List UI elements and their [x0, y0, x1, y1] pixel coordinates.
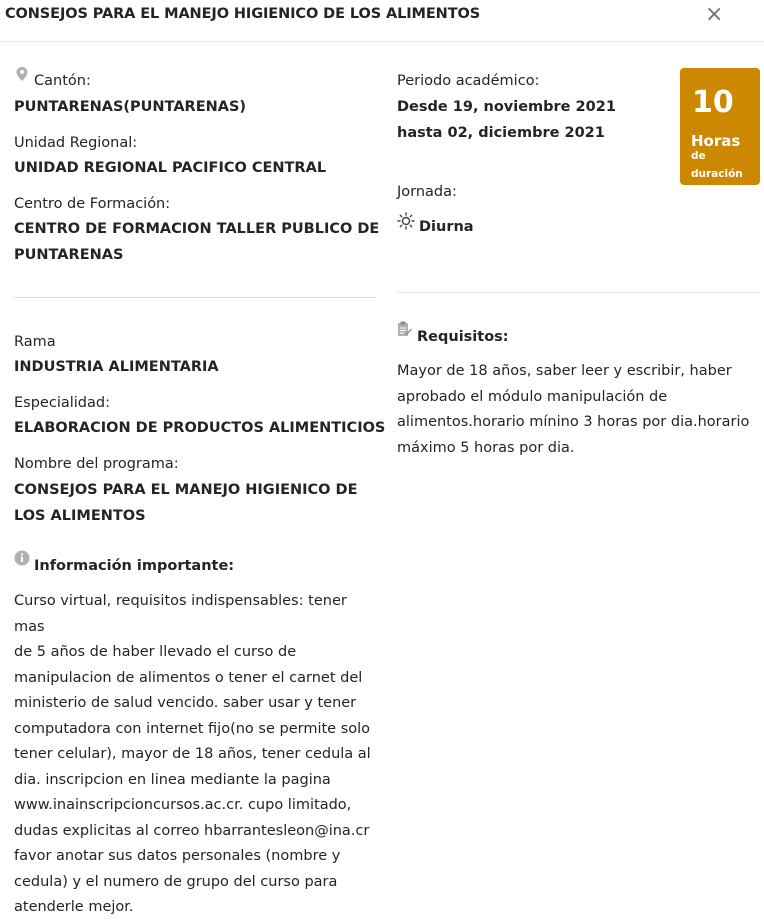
modal-header: [0, 0, 764, 42]
info-line: ministerio de salud vencido. saber usar y tener: [14, 695, 357, 711]
requisitos-line: Mayor de 18 años, saber leer y escribir, haber: [397, 363, 732, 379]
duration-label: duración: [691, 168, 743, 180]
info-line: dudas explicitas al correo hbarrantesleon@ina.cr: [14, 822, 370, 839]
duration-badge: [680, 68, 760, 185]
periodo-line1: Desde 19, noviembre 2021: [397, 99, 616, 115]
requisitos-line: aprobado el módulo manipulación de: [397, 388, 668, 405]
unidad-value: UNIDAD REGIONAL PACIFICO CENTRAL: [14, 160, 327, 176]
info-line: manipulacion de alimentos o tener el carnet del: [14, 669, 363, 686]
sun-icon: [397, 212, 415, 234]
info-line: de 5 años de haber llevado el curso de: [14, 644, 297, 660]
periodo-line2: hasta 02, diciembre 2021: [397, 125, 605, 141]
divider: [397, 292, 760, 293]
centro-value-line1: CENTRO DE FORMACION TALLER PUBLICO DE: [14, 221, 380, 237]
close-button[interactable]: ×: [705, 2, 724, 27]
requisitos-line: máximo 5 horas por dia.: [397, 439, 575, 456]
requisitos-text: [397, 359, 762, 461]
info-line: computadora con internet fijo(no se permite solo: [14, 720, 371, 737]
info-text: [14, 589, 379, 921]
centro-value-line2: PUNTARENAS: [14, 247, 124, 263]
clipboard-edit-icon: [397, 321, 412, 341]
duration-hours-label: Horas: [691, 132, 741, 150]
info-line: dia. inscripcion en linea mediante la pagina: [14, 771, 331, 788]
divider: [14, 297, 376, 298]
info-line: atenderle mejor.: [14, 899, 134, 915]
requisitos-heading: Requisitos:: [417, 329, 509, 345]
info-line: www.inainscripcioncursos.ac.cr. cupo limitado,: [14, 797, 352, 813]
map-pin-icon: [16, 67, 28, 85]
duration-number: 10: [692, 85, 734, 120]
info-heading: Información importante:: [34, 558, 235, 574]
periodo-label: Periodo académico:: [397, 73, 540, 89]
especialidad-label: Especialidad:: [14, 395, 110, 411]
info-line: Curso virtual, requisitos indispensables: tener mas: [14, 593, 347, 635]
requisitos-line: alimentos.horario mínino 3 horas por dia.horario: [397, 414, 750, 430]
especialidad-value: ELABORACION DE PRODUCTOS ALIMENTICIOS: [14, 420, 386, 436]
info-line: tener celular), mayor de 18 años, tener cedula al: [14, 746, 371, 762]
unidad-label: Unidad Regional:: [14, 135, 138, 151]
canton-label: Cantón:: [34, 73, 91, 89]
modal-title: CONSEJOS PARA EL MANEJO HIGIENICO DE LOS ALIMENTOS: [5, 6, 481, 22]
nombre-programa-label: Nombre del programa:: [14, 456, 179, 472]
info-icon: [14, 550, 30, 570]
duration-de-label: de: [691, 150, 706, 162]
nombre-programa-line1: CONSEJOS PARA EL MANEJO HIGIENICO DE: [14, 482, 358, 498]
canton-value: PUNTARENAS(PUNTARENAS): [14, 99, 247, 115]
centro-label: Centro de Formación:: [14, 196, 171, 212]
info-line: cedula) y el numero de grupo del curso para: [14, 873, 338, 890]
jornada-value: Diurna: [419, 219, 474, 235]
rama-label: Rama: [14, 334, 56, 350]
rama-value: INDUSTRIA ALIMENTARIA: [14, 359, 219, 375]
info-line: favor anotar sus datos personales (nombre y: [14, 848, 341, 864]
nombre-programa-line2: LOS ALIMENTOS: [14, 508, 146, 524]
jornada-label: Jornada:: [397, 184, 457, 200]
